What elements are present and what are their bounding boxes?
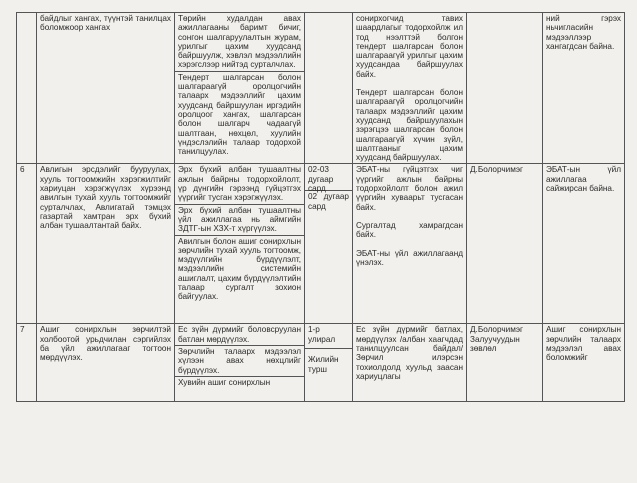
action-item: Төрийн худалдан авах ажиллагааны баримт бичиг, сонгон шалгаруулалтын журам, урилгыг цахим хуудсанд байршуулж, хэвлэл мэдээллийн хэрэгслээр нийтэд сурталчлах. <box>175 13 304 72</box>
deadline-item: 02-03 дугаар сард <box>305 164 352 191</box>
result-paragraph: сонирхогчид тавих шаардлагыг тодорхойлж ил тод нээлттэй болгон тендерт шалгарсан болон шалгараагүй урилгыг цахим хуудсандаа байршуулах байх. <box>356 14 463 79</box>
responsible-cell: Д.Болорчимэг <box>467 164 543 324</box>
action-plan-table <box>16 12 625 402</box>
actions-cell <box>175 324 305 402</box>
outcome-cell: ний гэрэх ньчигласийн мэдээллээр хангагдсан байна. <box>543 13 625 164</box>
action-item: Тендерт шалгарсан болон шалгараагүй оролцогчийн талаарх мэдээллийг цахим хуудсанд байршуулан иргэдийн оролцоог хангах, шалгарсан болон шалгарч чадаагүй шалтгаан, нөхцөл, хуулийн үндэслэлийн талаар тодорхой танилцуулах. <box>178 72 301 157</box>
result-paragraph: ЭБАТ-ны гүйцэтгэх чиг үүргийг ажлын байрны тодорхойлолт болон ажил үүргийн хуваарьт тусгасан байх. <box>356 165 463 212</box>
result-cell <box>353 324 467 402</box>
deadline-item: 1-р улирал <box>305 324 352 349</box>
outcome-cell: ЭБАТ-ын үйл ажиллагаа сайжирсан байна. <box>543 164 625 324</box>
measure-cell: Ашиг сонирхлын зөрчилтэй холбоотой урьдчилан сэргийлэх ба үйл ажиллагааг тогтоон мөрдүүлэх. <box>37 324 175 402</box>
result-cell <box>353 13 467 164</box>
action-item: Авилгын болон ашиг сонирхлын зөрчлийн тухай хууль тогтоомж, мэдүүлгийн бүрдүүлэлт, мэдээллийн системийн ашиглалт, цахим бүрдүүлэлтийн талаар сургалт зохион байгуулах. <box>178 236 301 302</box>
action-item: Ес зүйн дүрмийг боловсруулан батлан мөрдүүлэх. <box>175 324 304 346</box>
outcome-cell: Ашиг сонирхлын зөрчлийн талаарх мэдээлэл авах боломжийг <box>543 324 625 402</box>
actions-cell <box>175 164 305 324</box>
table-row <box>17 13 625 164</box>
row-number <box>17 13 37 164</box>
result-paragraph: Тендерт шалгарсан болон шалгараагүй оролцогчийн талаарх мэдээллийг цахим хуудсанд байршуулахын зэрэгцээ шалгарсан болон шалгараагүй хүчин зүйл, шалтгааныг цахим хуудсанд байршуулах. <box>356 88 463 163</box>
measure-cell: Авлигын эрсдэлийг бууруулах, хууль тогтоомжийн хэрэгжилтийг хариуцан хэрэгжүүлэх хүрээнд авилгын тухай хууль тогтоомжийг сурталчлах, Авлигатай тэмцэх газартай хамтран эрх бүхий албан тушаалтантай байх. <box>37 164 175 324</box>
result-paragraph: Сургалтад хамрагдсан байх. <box>356 220 463 240</box>
deadline-cell <box>305 324 353 402</box>
result-paragraph: ЭБАТ-ны үйл ажиллагаанд үнэлэх. <box>356 248 463 267</box>
action-item: Хувийн ашиг сонирхлын <box>178 377 271 387</box>
deadline-cell <box>305 13 353 164</box>
result-paragraph: Ес зүйн дүрмийг батлах, мөрдүүлэх /албан хаагчдад танилцуулсан байдал/ Зөрчил илэрсэн тохиолдолд хуульд заасан хариуцлагы <box>356 325 463 381</box>
actions-cell <box>175 13 305 164</box>
row-number: 6 <box>17 164 37 324</box>
deadline-cell <box>305 164 353 324</box>
responsible-cell <box>467 13 543 164</box>
measure-cell: байдлыг хангах, түүнтэй танилцах боломжоор хангах <box>37 13 175 164</box>
action-item: Зөрчлийн талаарх мэдээлэл хүлээн авах нөхцлийг бүрдүүлэх. <box>175 346 304 377</box>
responsible-cell: Д.Болорчимэг Залуучуудын зөвлөл <box>467 324 543 402</box>
table-row <box>17 164 625 324</box>
action-item: Эрх бүхий албан тушаалтны үйл ажиллагаа нь аймгийн ЗДТГ-ын ХЗХ-т хүргүүлэх. <box>175 205 304 236</box>
result-cell <box>353 164 467 324</box>
row-number: 7 <box>17 324 37 402</box>
action-item: Эрх бүхий албан тушаалтны ажлын байрны тодорхойлолт, үр дүнгийн гэрээнд гүйцэтгэх үүргийг тусган хэрэгжүүлэх. <box>175 164 304 204</box>
deadline-item: Жилийн турш <box>308 355 339 374</box>
deadline-item: 02 дугаар сард <box>308 192 349 211</box>
table-row <box>17 324 625 402</box>
